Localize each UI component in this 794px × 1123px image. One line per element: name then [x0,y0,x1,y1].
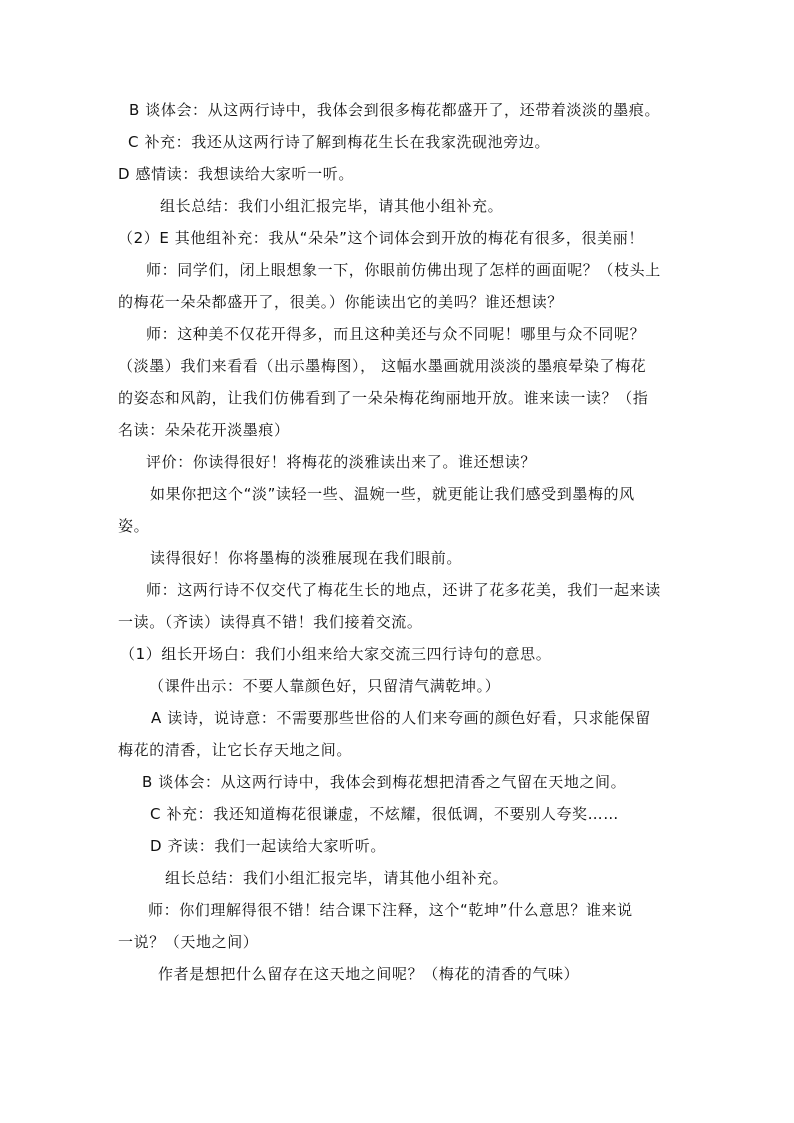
text-line-10: 的姿态和风韵，让我们仿佛看到了一朵朵梅花绚丽地开放。谁来读一读？（指 [118,389,649,407]
text-line-25: 组长总结：我们小组汇报完毕，请其他小组补充。 [165,869,509,887]
text-line-22: B 谈体会：从这两行诗中，我体会到梅花想把清香之气留在天地之间。 [142,773,627,791]
text-line-1: B 谈体会：从这两行诗中，我体会到很多梅花都盛开了，还带着淡淡的墨痕。 [129,101,661,119]
text-line-19: （课件出示：不要人靠颜色好，只留清气满乾坤。） [149,677,501,695]
text-line-4: 组长总结：我们小组汇报完毕，请其他小组补充。 [160,197,504,215]
text-line-27: 一说？（天地之间） [118,933,259,951]
text-line-23: C 补充：我还知道梅花很谦虚，不炫耀，很低调，不要别人夸奖…… [150,805,619,823]
text-line-24: D 齐读：我们一起读给大家听听。 [150,837,386,855]
text-line-7: 的梅花一朵朵都盛开了，很美。）你能读出它的美吗？谁还想读？ [118,293,563,311]
text-line-9: （淡墨）我们来看看（出示墨梅图）， 这幅水墨画就用淡淡的墨痕晕染了梅花 [118,357,647,375]
text-line-2: C 补充：我还从这两行诗了解到梅花生长在我家洗砚池旁边。 [128,133,551,151]
text-line-18: （1）组长开场白：我们小组来给大家交流三四行诗句的意思。 [120,645,552,663]
text-line-26: 师：你们理解得很不错！结合课下注释，这个“乾坤”什么意思？谁来说 [148,901,633,919]
text-line-20: A 读诗，说诗意：不需要那些世俗的人们来夸画的颜色好看，只求能保留 [151,709,651,727]
text-line-12: 评价：你读得很好！将梅花的淡雅读出来了。谁还想读？ [146,453,537,471]
text-line-17: 一读。（齐读）读得真不错！我们接着交流。 [118,613,423,631]
text-line-8: 师：这种美不仅花开得多，而且这种美还与众不同呢！哪里与众不同呢？ [146,325,646,343]
text-line-21: 梅花的清香，让它长存天地之间。 [118,741,353,759]
text-line-16: 师：这两行诗不仅交代了梅花生长的地点，还讲了花多花美，我们一起来读 [146,581,661,599]
text-line-13: 如果你把这个“淡”读轻一些、温婉一些，就更能让我们感受到墨梅的风 [150,485,635,503]
text-line-11: 名读：朵朵花开淡墨痕） [118,421,290,439]
text-line-14: 姿。 [118,517,150,535]
text-line-28: 作者是想把什么留存在这天地之间呢？（梅花的清香的气味） [158,965,580,983]
text-line-15: 读得很好！你将墨梅的淡雅展现在我们眼前。 [150,549,463,567]
text-line-5: （2）E 其他组补充：我从“朵朵”这个词体会到开放的梅花有很多，很美丽！ [118,229,644,247]
text-line-3: D 感情读：我想读给大家听一听。 [118,165,354,183]
text-line-6: 师：同学们，闭上眼想象一下，你眼前仿佛出现了怎样的画面呢？（枝头上 [146,261,661,279]
